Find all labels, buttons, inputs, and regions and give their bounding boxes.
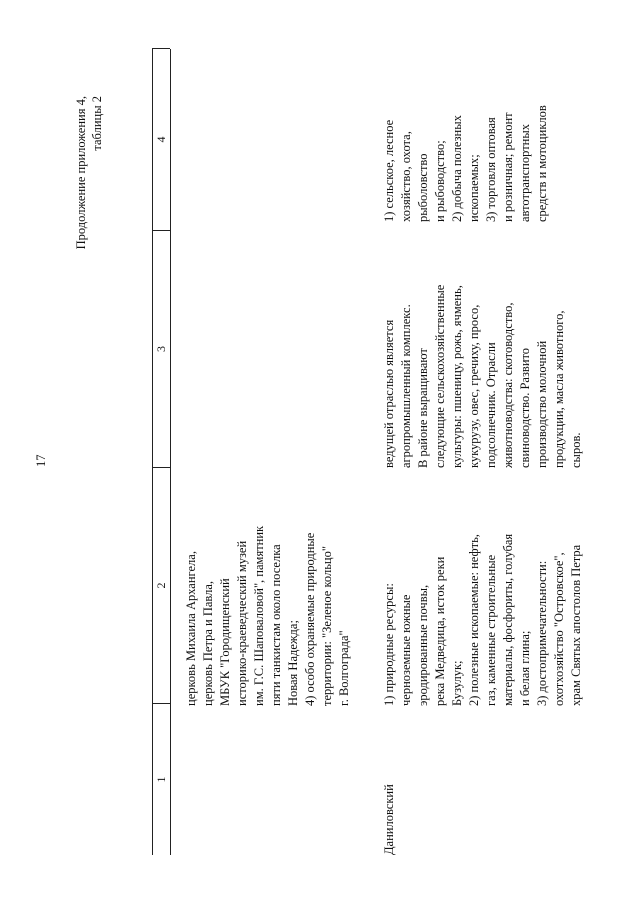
- text-line: г. Волгограда": [337, 630, 351, 706]
- page-number: 17: [34, 454, 48, 467]
- column-number-2: 2: [154, 582, 168, 589]
- text-line: церковь Петра и Павла,: [201, 580, 215, 706]
- text-line: историко-краеведческий музей: [235, 540, 249, 706]
- text-line: эродированные почвы,: [416, 584, 430, 706]
- text-line: охотхозяйство "Островское",: [552, 552, 566, 706]
- text-line: ископаемых;: [467, 154, 481, 222]
- row-cell-col4: [381, 105, 551, 222]
- table-header-rule: [170, 49, 171, 855]
- text-line: рыболовство: [416, 153, 430, 222]
- row-cell-col3: [381, 285, 585, 468]
- column-number-3: 3: [154, 346, 168, 352]
- text-line: сыров.: [569, 432, 583, 468]
- caption-line-2: таблицы 2: [90, 96, 104, 151]
- text-line: 2) добыча полезных: [450, 115, 464, 222]
- text-line: хозяйство, охота,: [399, 131, 413, 222]
- text-line: церковь Михаила Архангела,: [184, 551, 198, 706]
- text-line: им. Г.С. Шаповаловой", памятник: [252, 525, 266, 706]
- continuation-cell-col2: [183, 526, 353, 706]
- text-line: агропромышленный комплекс.: [399, 304, 413, 468]
- text-line: ведущей отраслью является: [382, 319, 396, 468]
- text-line: производство молочной: [535, 340, 549, 468]
- text-line: Новая Надежда;: [286, 620, 300, 706]
- text-line: газ, каменные строительные: [484, 554, 498, 706]
- text-line: автотранспортных: [518, 124, 532, 222]
- column-number-4: 4: [154, 136, 168, 143]
- text-line: Бузулук;: [450, 660, 464, 706]
- text-line: культуры: пшеницу, рожь, ячмень,: [450, 285, 464, 468]
- district-name: Даниловский: [382, 784, 396, 855]
- text-line: 3) торговля оптовая: [484, 117, 498, 222]
- text-line: храм Святых апостолов Петра: [569, 544, 583, 706]
- text-line: 4) особо охраняемые природные: [303, 532, 317, 706]
- text-line: животноводства: скотоводство,: [501, 302, 515, 468]
- text-line: МБУК "Городищенский: [218, 578, 232, 706]
- text-line: 1) природные ресурсы:: [382, 583, 396, 706]
- text-line: продукции, масла животного,: [552, 310, 566, 468]
- text-line: 1) сельское, лесное: [382, 119, 396, 222]
- text-line: кукурузу, овес, гречиху, просо,: [467, 304, 481, 468]
- text-line: и рыбоводство;: [433, 140, 447, 222]
- text-line: 2) полезные ископаемые: нефть,: [467, 534, 481, 706]
- text-line: В районе выращивают: [416, 348, 430, 468]
- text-line: следующие сельскохозяйственные: [433, 284, 447, 468]
- text-line: свиноводство. Развито: [518, 347, 532, 468]
- column-number-1: 1: [154, 776, 168, 783]
- text-line: пяти танкистам около поселка: [269, 544, 283, 706]
- caption-line-1: Продолжение приложения 4,: [74, 96, 88, 250]
- text-line: река Медведица, исток реки: [433, 556, 447, 706]
- text-line: средств и мотоциклов: [535, 105, 549, 222]
- text-line: территории: "Зеленое кольцо": [320, 546, 334, 706]
- text-line: 3) достопримечательности:: [535, 560, 549, 706]
- text-line: подсолнечник. Отрасли: [484, 342, 498, 468]
- text-line: черноземные южные: [399, 594, 413, 706]
- text-line: и розничная; ремонт: [501, 112, 515, 222]
- row-cell-col2: [381, 534, 585, 706]
- text-line: материалы, фосфориты, голубая: [501, 533, 515, 706]
- text-line: и белая глина;: [518, 630, 532, 706]
